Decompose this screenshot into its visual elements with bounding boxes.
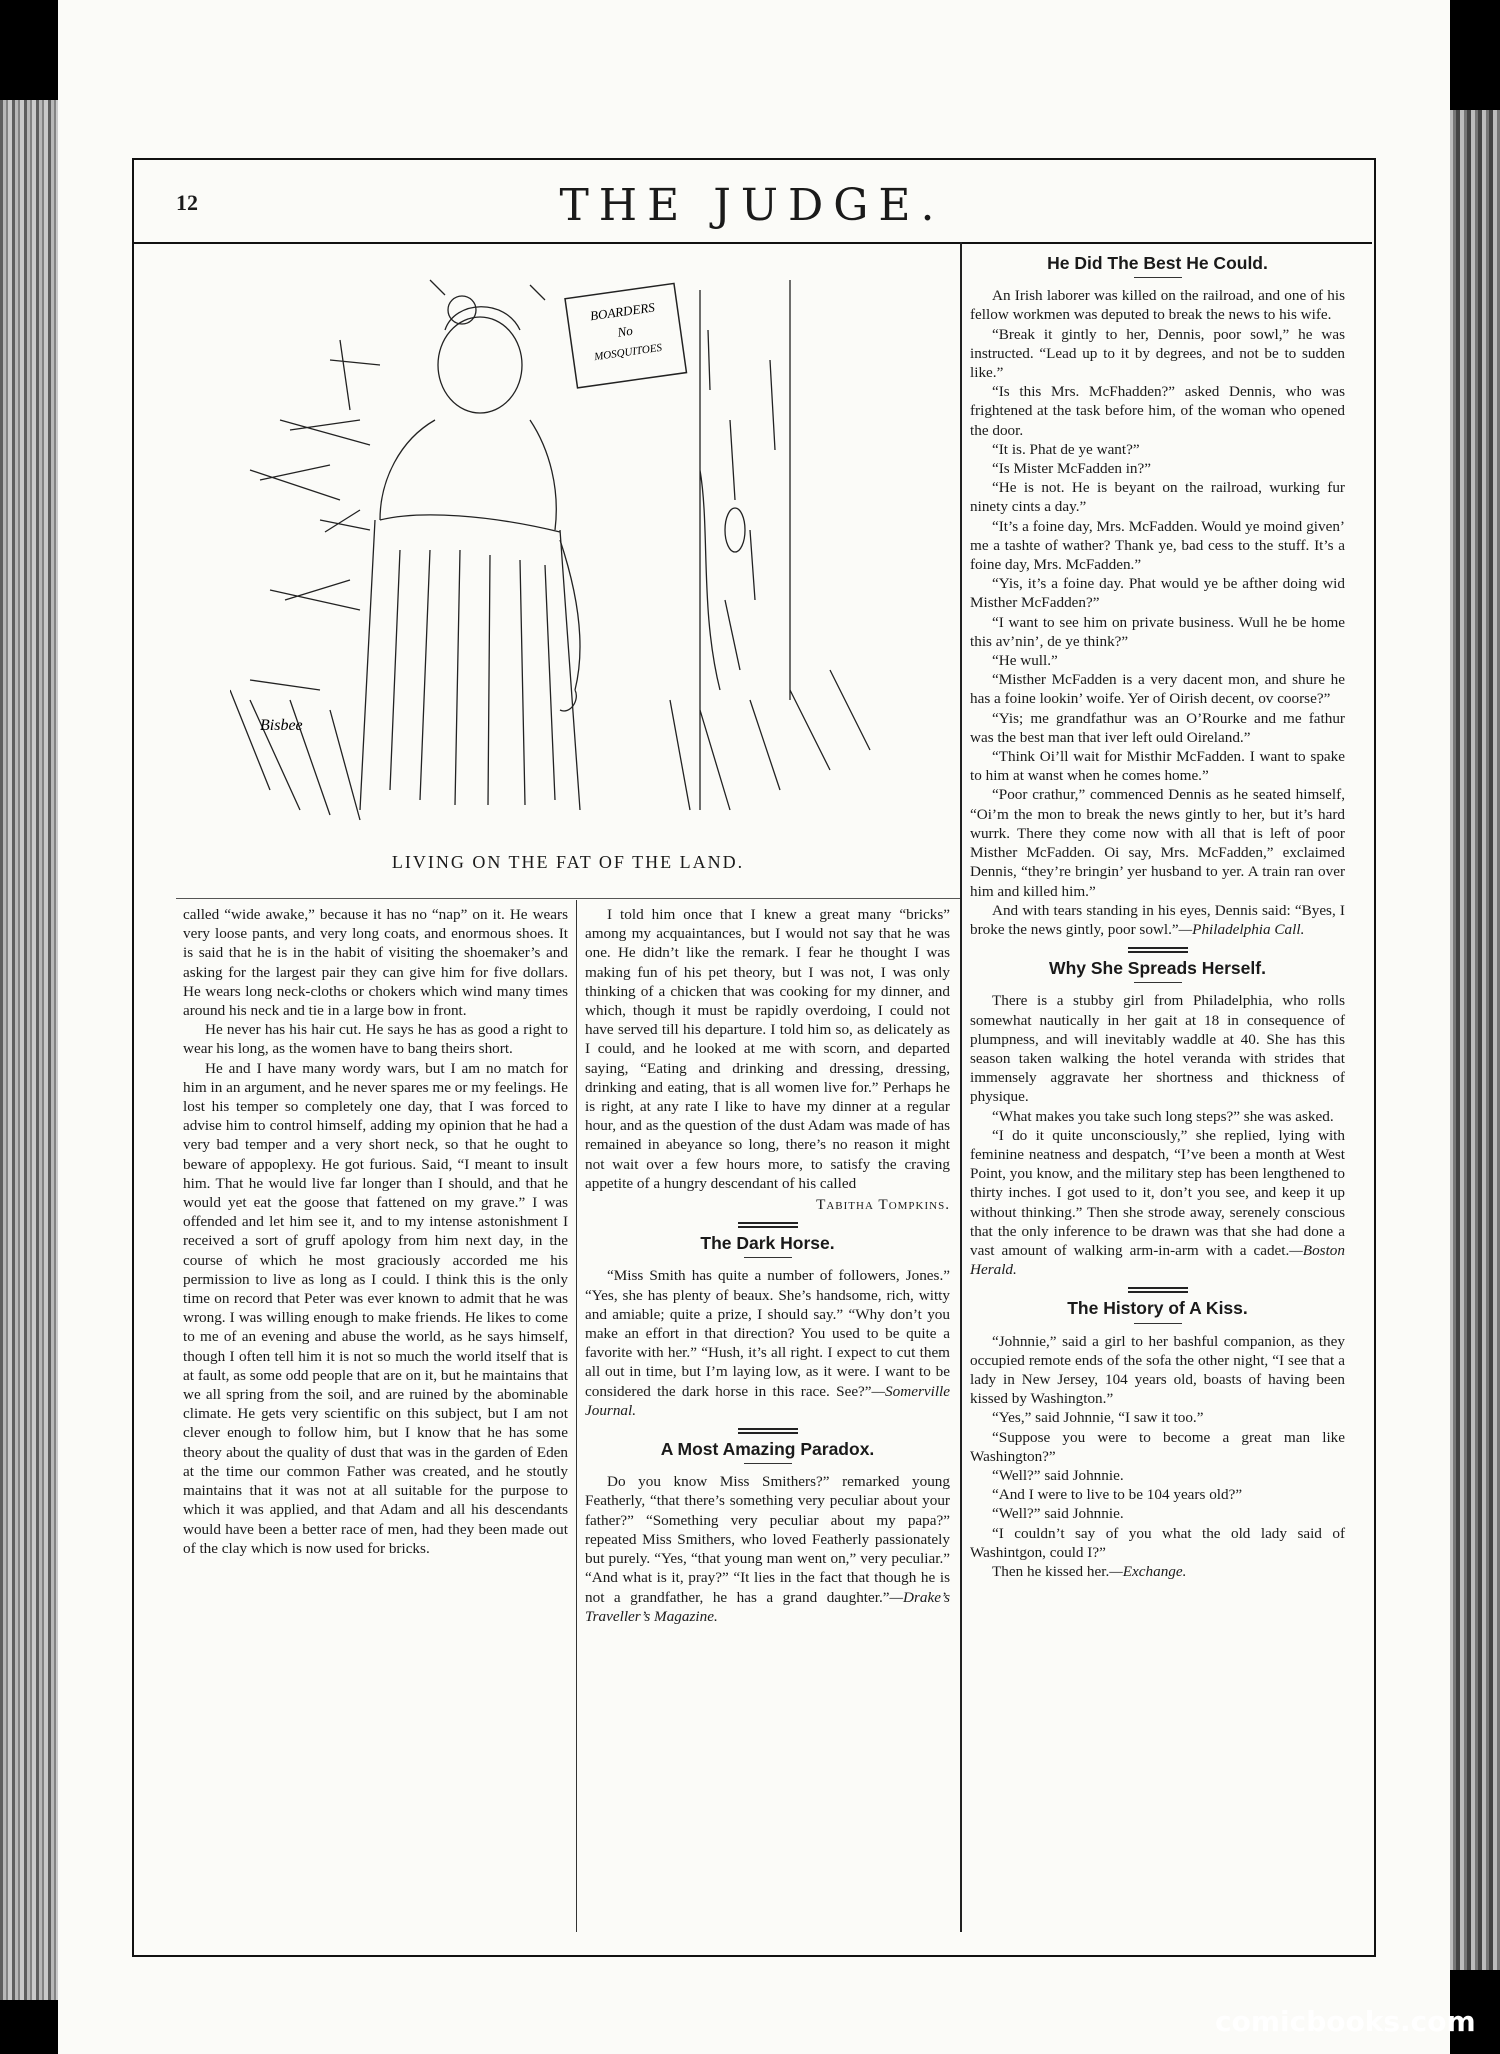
paragraph: “Misther McFadden is a very dacent mon, and shure he has a foine lookin’ woife. Yer of Oirish decent, ov coorse?” [970,671,1345,708]
headline-spreads-herself: Why She Spreads Herself. [1049,958,1266,979]
source-credit: —Boston Herald. [970,1241,1345,1279]
story-text: “Miss Smith has quite a number of followers, Jones.” “Yes, she has plenty of beaux. She’s handsome, rich, witty and amiable; quite a prize, I should say.” “Why don’t you make an effort in that direction? You used to be quite a favorite with her.” “Hush, it’s all right. I expect to cut them all out in time, but I’m laying low, as it were. I want to be considered the dark horse in this race. See?” [585,1267,950,1400]
cartoon-divider [176,898,960,899]
section-divider [1128,947,1188,953]
source-credit: —Drake’s Traveller’s Magazine. [585,1588,950,1625]
paragraph: An Irish laborer was killed on the railroad, and one of his fellow workmen was deputed to break the news to his wife. [970,287,1345,324]
paragraph: “It is. Phat de ye want?” [992,440,1140,458]
paragraph: “Well?” said Johnnie. [992,1466,1124,1484]
paragraph: “And I were to live to be 104 years old?” [992,1486,1243,1504]
headline-rule [744,1463,792,1464]
headline-best-he-could: He Did The Best He Could. [1047,253,1268,273]
paragraph: “He wull.” [992,652,1058,670]
paragraph: “Is this Mrs. McFhadden?” asked Dennis, who was frightened at the task before him, of the woman who opened the door. [970,383,1345,439]
column-divider-middle [576,900,577,1932]
headline-rule [1134,982,1182,983]
headline-rule [744,1257,792,1258]
masthead-rule [132,242,1372,244]
artist-signature: Bisbee [260,717,303,734]
sign-text-line1: BOARDERS [589,299,656,324]
paragraph: “I want to see him on private business. Wull he be home this av’nin’, de ye think?” [970,613,1345,650]
masthead-title: THE JUDGE. [559,180,945,231]
story-text: “I do it quite unconsciously,” she replied, lying with feminine neatness and despatch, “I’ve been a month at West Point, you know, and the military step has been lengthened to thirty inches. I got used to it, don’t you see, and keep it up without thinking.” Then she strode away, serenely conscious that the only inference to be drawn was that she had done a vast amount of walking arm-in-arm with a cadet. [970,1126,1345,1259]
section-divider [738,1428,798,1434]
column-2 [585,905,950,1626]
column-divider-right [960,242,962,1932]
paragraph: “Poor crathur,” commenced Dennis as he seated himself, “Oi’m the mon to break the news gintly to her, but it’s hard wurrk. There they come now with all that is left of poor Misther McFadden. Oi say, Mrs. McFadden,” exclaimed Dennis, “they’re bringin’ yer husband to yer. A train ran over him and killed him.” [970,786,1345,900]
paragraph: He never has his hair cut. He says he has as good a right to wear his long, as the women have to bang theirs short. [183,1021,568,1058]
headline-rule [1134,1323,1182,1324]
headline-paradox: A Most Amazing Paradox. [660,1439,875,1460]
section-divider [738,1222,798,1228]
headline-dark-horse: The Dark Horse. [700,1233,835,1254]
source-credit: —Exchange. [1109,1563,1187,1580]
source-credit: —Philadelphia Call. [1178,920,1305,938]
column-1 [183,905,568,1558]
section-divider [1128,1287,1188,1293]
paragraph: “Yis, it’s a foine day. Phat would ye be afther doing wid Misther McFadden?” [970,575,1345,612]
paragraph: “Is Mister McFadden in?” [992,460,1152,478]
paragraph: “Suppose you were to become a great man like Washington?” [970,1428,1345,1465]
paragraph [585,1266,950,1420]
page-number: 12 [176,190,198,215]
paragraph [970,901,1345,939]
paragraph [970,1126,1345,1280]
paragraph: “I couldn’t say of you what the old lady said of Washintgon, could I?” [970,1524,1345,1561]
book-binding-right [1445,110,1500,1970]
sign-text-line3: MOSQUITOES [593,341,663,364]
sign-text-line2: No [616,322,634,340]
paragraph: “He is not. He is beyant on the railroad, wurking fur ninety cints a day.” [970,479,1345,516]
source-credit: —Somerville Journal. [585,1382,950,1419]
paragraph: “What makes you take such long steps?” she was asked. [992,1107,1334,1125]
paragraph [970,1562,1345,1581]
paragraph: called “wide awake,” because it has no “nap” on it. He wears very loose pants, and very long coats, and enormous shoes. It is said that he is in the habit of visiting the shoemaker’s and asking for the largest pair they can give him for five dollars. He wears long neck-cloths or chokers which wind many times around his neck and tie in a large bow in front. [183,906,568,1020]
column-3 [970,248,1345,1581]
paragraph: “Break it gintly to her, Dennis, poor sowl,” he was instructed. “Lead up to it by degrees, and not be to sudden like.” [970,325,1345,382]
paragraph: He and I have many wordy wars, but I am no match for him in an argument, and he never spares me or my feelings. He lost his temper so completely one day, that I was forced to advise him to control himself, adding my opinion that he had a very bad temper and a very short neck, so that he ought to beware of appoplexy. He got furious. Said, “I meant to insult him. That he would live far longer than I should, and that he would yet eat the goose that fattened on my grave.” I was offended and let him see it, and to my intense astonishment I received a sort of gruff apology from him next day, in the course of which he most graciously accorded me his permission to live as long as I could. I think this is the only time on record that Peter was ever known to admit that he was wrong. I was willing enough to make friends. He likes to come to me of an evening and abuse the world, as he says himself, though I often tell him it is not so much the world itself that is at fault, as some odd people that are on it, but he maintains that we all spring from the soil, and are ruined by the abominable climate. He gets very scientific on this subject, but I am not clever enough to follow him, but I know that he has some theory about the quality of dust that was in the garden of Eden at the time our common Father was created, and he stoutly maintains that it was not at all suitable for the purpose to which it was applied, and that Adam and all his descendants would have been a better race of men, had they been made out of the clay which is now used for bricks. [183,1059,568,1557]
watermark: comicbooks.com [1215,2005,1476,2038]
paragraph: “Johnnie,” said a girl to her bashful companion, as they occupied remote ends of the sofa the other night, “I see that a lady in New Jersey, 104 years old, boasts of having been kissed by Washington.” [970,1332,1345,1408]
paragraph: “Yis; me grandfathur was an O’Rourke and me fathur was the best man that iver left ould Oireland.” [970,709,1345,746]
paragraph: “Well?” said Johnnie. [992,1505,1124,1523]
story-text: And with tears standing in his eyes, Dennis said: “Byes, I broke the news gintly, poor sowl.” [970,901,1345,938]
cartoon-caption: LIVING ON THE FAT OF THE LAND. [391,852,745,872]
paragraph: There is a stubby girl from Philadelphia, who rolls somewhat nautically in her gait at 18 in consequence of plumpness, and will inevitably waddle at 40. She has this season taken walking the hotel veranda with strides that immensely aggravate her shortness and thickness of physique. [970,992,1345,1106]
paragraph: “Yes,” said Johnnie, “I saw it too.” [992,1409,1204,1427]
paragraph [585,1472,950,1626]
cartoon-illustration [230,270,910,830]
author-signature: Tabitha Tompkins. [816,1196,950,1214]
story-text: Then he kissed her. [992,1563,1110,1580]
story-text: Do you know Miss Smithers?” remarked young Featherly, “that there’s something very peculiar about your father?” “Something very peculiar about my papa?” repeated Miss Smithers, who loved Featherly passionately but purely. “Yes, “that young man went on,” very peculiar.” “And what is it, pray?” “It lies in the fact that though he is not a grandfather, he has a grand daughter.” [585,1473,950,1606]
paragraph: “Think Oi’ll wait for Misthir McFadden. I want to spake to him at wanst when he comes home.” [970,748,1345,785]
headline-history-kiss: The History of A Kiss. [1067,1298,1248,1319]
headline-rule [1134,277,1182,278]
paragraph: I told him once that I knew a great many “bricks” among my acquaintances, but I would not say that he was one. He didn’t like the remark. I fear he thought I was making fun of his pet theory, but I was not, I was only thinking of a chicken that was cooking for my dinner, and which, though it must be rapidly overdoing, I could not have served till his departure. I told him so, as delicately as I could, and he looked at me with scorn, and departed saying, “Eating and drinking and dressing, dressing, drinking and eating, that is all women live for.” Perhaps he is right, at any rate I like to have my dinner at a regular hour, and as the question of the dust Adam was made of has remained in abeyance so long, there’s no reason it might not wait over a few hours more, to satisfy the craving appetite of a hungry descendant of his called [585,906,950,1192]
paragraph: “It’s a foine day, Mrs. McFadden. Would ye moind given’ me a tashte of wather? Thank ye, bad cess to the stuff. It’s a foine day, Mrs. McFadden.” [970,517,1345,574]
